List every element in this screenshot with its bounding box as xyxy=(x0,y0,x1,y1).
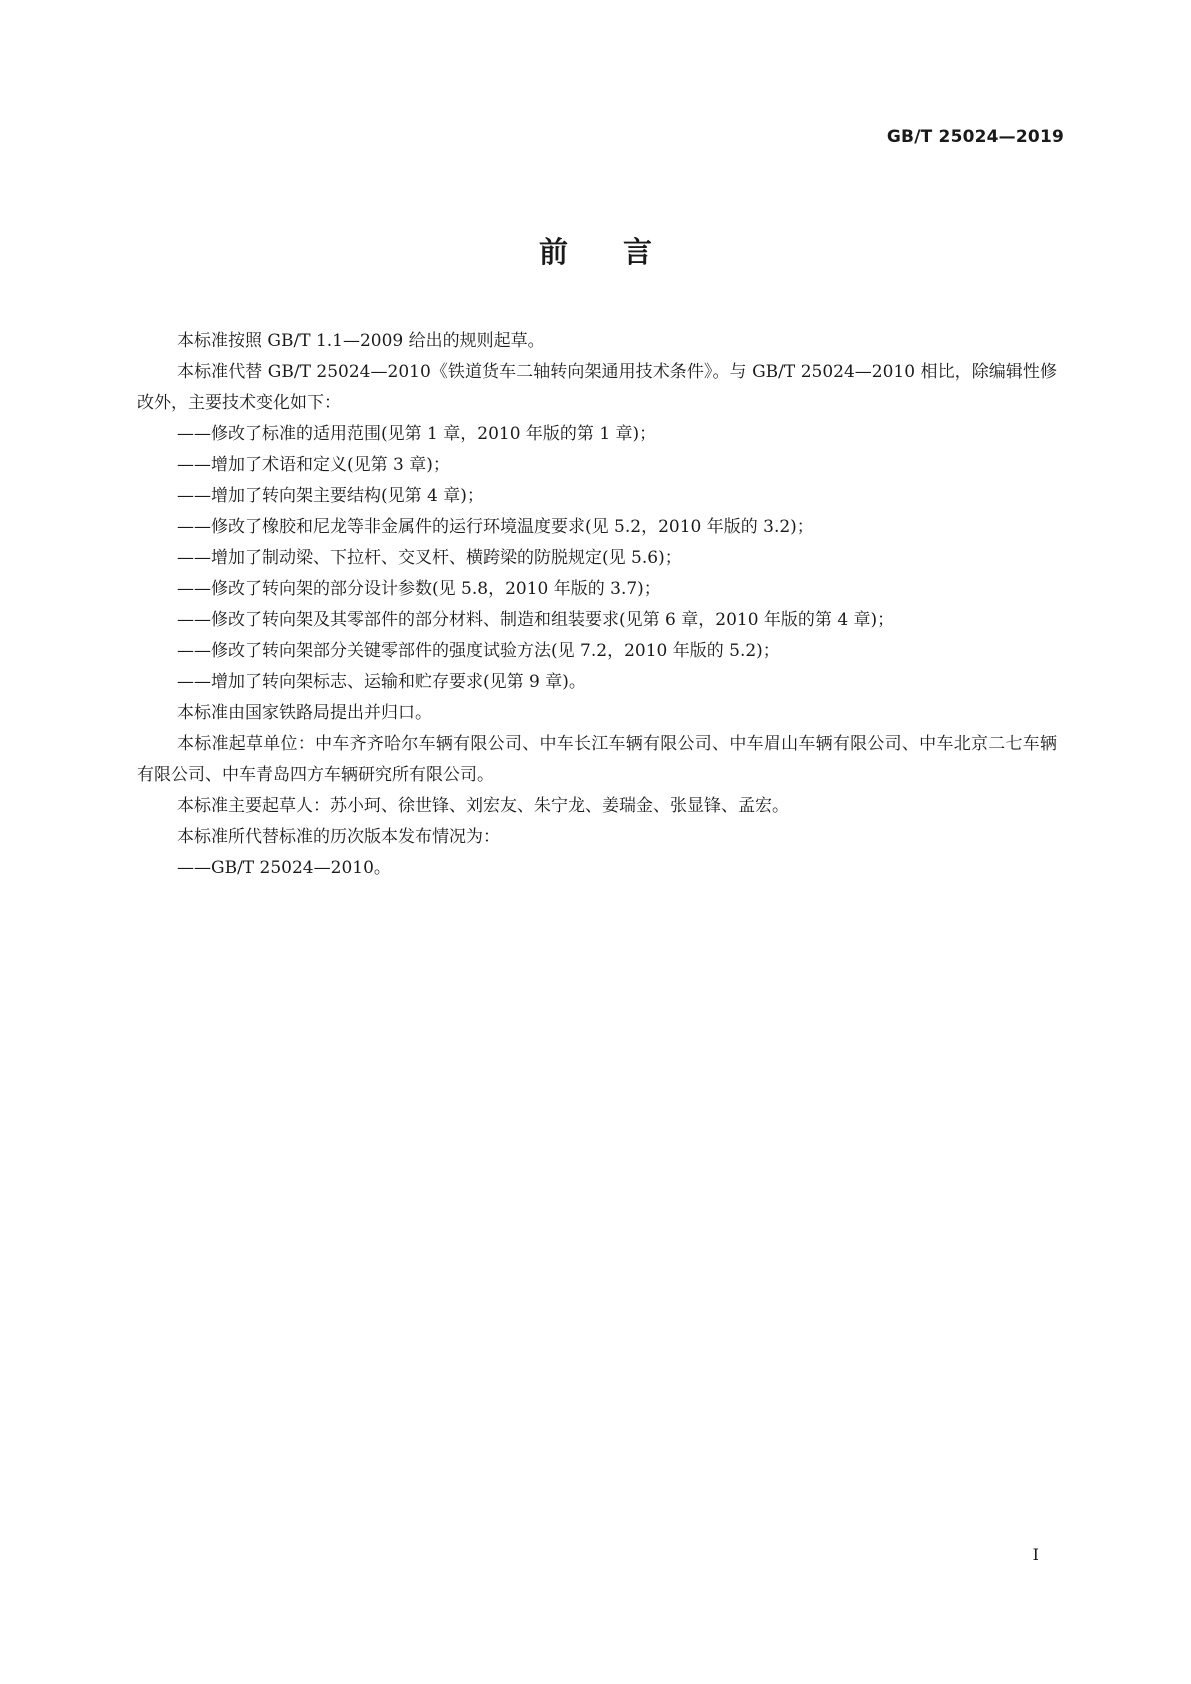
list-item: ——修改了标准的适用范围(见第 1 章，2010 年版的第 1 章)； xyxy=(177,424,657,444)
page-number: I xyxy=(1032,1545,1039,1564)
list-item: ——修改了转向架的部分设计参数(见 5.8，2010 年版的 3.7)； xyxy=(177,579,661,599)
list-item: ——修改了转向架部分关键零部件的强度试验方法(见 7.2，2010 年版的 5.2)； xyxy=(177,641,780,661)
list-item: ——增加了术语和定义(见第 3 章)； xyxy=(177,455,450,475)
list-item: ——GB/T 25024—2010。 xyxy=(177,858,391,878)
paragraph-drafting-rules: 本标准按照 GB/T 1.1—2009 给出的规则起草。 xyxy=(177,331,545,351)
paragraph-drafters: 本标准主要起草人：苏小珂、徐世锋、刘宏友、朱宁龙、姜瑞金、张显锋、孟宏。 xyxy=(177,796,789,816)
paragraph-drafting-units: 本标准起草单位：中车齐齐哈尔车辆有限公司、中车长江车辆有限公司、中车眉山车辆有限公司、中车北京二七车辆有限公司、中车青岛四方车辆研究所有限公司。 xyxy=(137,734,1057,785)
list-item: ——增加了转向架标志、运输和贮存要求(见第 9 章)。 xyxy=(177,672,586,692)
changes-list xyxy=(137,419,1057,698)
foreword-body xyxy=(137,326,1057,884)
list-item: ——修改了橡胶和尼龙等非金属件的运行环境温度要求(见 5.2，2010 年版的 3.2)； xyxy=(177,517,814,537)
history-list xyxy=(137,853,1057,884)
standard-number-header: GB/T 25024—2019 xyxy=(886,127,1064,147)
paragraph-proposer: 本标准由国家铁路局提出并归口。 xyxy=(177,703,432,723)
list-item: ——修改了转向架及其零部件的部分材料、制造和组装要求(见第 6 章，2010 年版的第 4 章)； xyxy=(177,610,895,630)
list-item: ——增加了制动梁、下拉杆、交叉杆、横跨梁的防脱规定(见 5.6)； xyxy=(177,548,682,568)
page-title: 前言 xyxy=(538,235,708,269)
paragraph-replacement: 本标准代替 GB/T 25024—2010《铁道货车二轴转向架通用技术条件》。与 GB/T 25024—2010 相比，除编辑性修改外，主要技术变化如下： xyxy=(137,362,1057,413)
paragraph-history-intro: 本标准所代替标准的历次版本发布情况为： xyxy=(177,827,500,847)
list-item: ——增加了转向架主要结构(见第 4 章)； xyxy=(177,486,484,506)
